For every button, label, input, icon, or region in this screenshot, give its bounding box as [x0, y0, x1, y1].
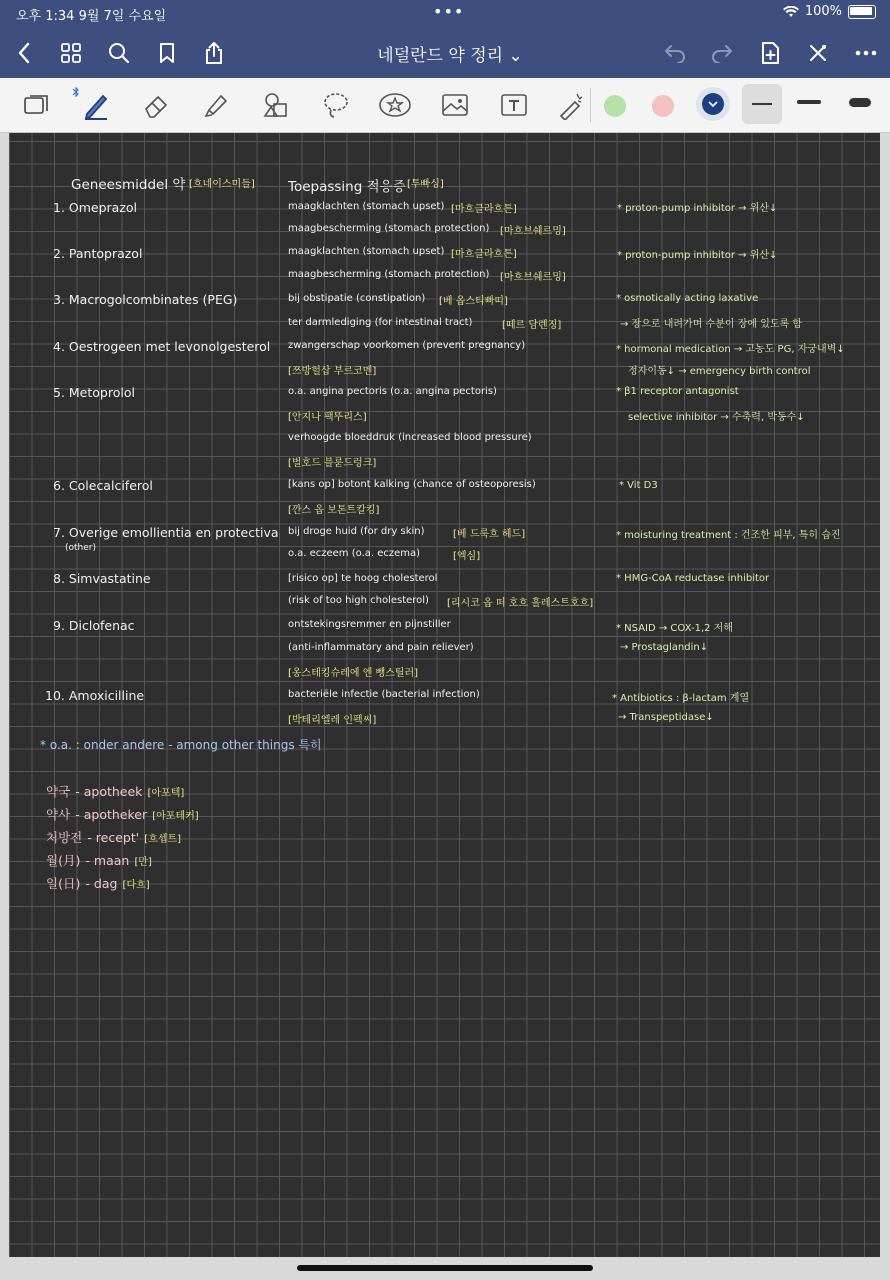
vocab-dutch: - dag [85, 876, 118, 891]
wifi-icon [783, 6, 799, 18]
side-note: * hormonal medication → 고농도 PG, 자궁내벽↓ [616, 344, 845, 355]
lasso-tool-icon[interactable] [317, 86, 355, 124]
multitasking-dots-icon[interactable]: ••• [433, 2, 465, 21]
vocab-korean: 처방전 [46, 830, 83, 845]
use-line: ontstekingsremmer en pijnstiller [288, 619, 451, 630]
use-line: o.a. angina pectoris (o.a. angina pectoris) [288, 386, 497, 397]
close-edit-icon[interactable] [803, 38, 833, 68]
use-pron: [베 드룩흐 헤드] [453, 529, 526, 540]
drug-name: 5. Metoprolol [53, 385, 135, 400]
eraser-tool-icon[interactable] [137, 86, 175, 124]
header-drug: Geneesmiddel 약 [71, 177, 186, 193]
use-line: [kans op] botont kalking (chance of osteoporesis) [288, 479, 536, 490]
use-pron: [깐스 옵 보톤트칼킹] [288, 505, 380, 516]
vocab-korean: 약사 [46, 807, 71, 822]
drug-name: 8. Simvastatine [53, 571, 151, 586]
shapes-tool-icon[interactable] [257, 86, 295, 124]
side-note: * Vit D3 [619, 480, 658, 491]
vocab-dutch: - apotheker [75, 807, 148, 822]
toolbar-divider [590, 88, 591, 122]
use-line: maagklachten (stomach upset) [288, 246, 445, 257]
list-item [46, 804, 199, 823]
use-pron: [베 옵스티빠띠] [439, 296, 508, 307]
drug-name-sub: (other) [65, 543, 96, 553]
share-icon[interactable] [199, 38, 229, 68]
vocab-dutch: - apotheek [75, 784, 143, 799]
footnote: * o.a. : onder andere - among other things 특히 [40, 738, 322, 752]
drug-name: 7. Overige emollientia en protectiva [53, 525, 279, 540]
image-tool-icon[interactable] [436, 86, 474, 124]
side-note: * NSAID → COX-1,2 저해 [616, 623, 733, 634]
status-time: 오후 1:34 9월 7일 수요일 [16, 9, 167, 24]
use-pron: [안지나 팩뚜리스] [288, 412, 367, 423]
status-right [783, 4, 876, 19]
drug-name: 2. Pantoprazol [53, 246, 143, 261]
use-line: (anti-inflammatory and pain reliever) [288, 642, 474, 653]
stroke-width-medium[interactable] [797, 100, 821, 104]
drug-name: 3. Macrogolcombinates (PEG) [53, 292, 238, 307]
header-use-pron: [투빠싱] [407, 179, 444, 190]
use-line: zwangerschap voorkomen (prevent pregnancy) [288, 340, 526, 351]
header-drug-pron: [흐네이스미들] [189, 179, 255, 190]
vocab-pron: [흐셉트] [144, 834, 182, 845]
drug-name: 10. Amoxicilline [45, 688, 145, 703]
use-line: [risico op] te hoog cholesterol [288, 573, 438, 584]
use-line: maagbescherming (stomach protection) [288, 223, 490, 234]
undo-icon[interactable] [660, 38, 690, 68]
bookmark-icon[interactable] [152, 38, 182, 68]
use-pron: [리시코 옵 떠 호흐 홀레스트호흐] [447, 598, 594, 609]
vocab-pron: [아포테커] [152, 811, 199, 822]
side-note: selective inhibitor → 수축력, 박동수↓ [628, 412, 805, 423]
more-icon[interactable] [851, 38, 881, 68]
drug-name: 4. Oestrogeen met levonolgesterol [53, 339, 271, 354]
highlighter-tool-icon[interactable] [197, 86, 235, 124]
use-pron: [박테리엘레 인펙씨] [288, 715, 377, 726]
side-note: * Antibiotics : β-lactam 계열 [612, 693, 750, 704]
side-note: * β1 receptor antagonist [616, 386, 739, 397]
vocab-korean: 일(日) [46, 876, 81, 891]
elements-sticker-icon[interactable] [376, 86, 414, 124]
search-icon[interactable] [104, 38, 134, 68]
add-page-icon[interactable] [755, 38, 785, 68]
chevron-down-icon [702, 93, 724, 115]
vocab-pron: [다흐] [122, 880, 150, 891]
read-only-mode-icon[interactable] [17, 86, 55, 124]
side-note: * moisturing treatment : 건조한 피부, 특히 습진 [616, 530, 841, 541]
drug-name: 9. Diclofenac [53, 618, 135, 633]
use-pron: [벌호드 블룯드렁크] [288, 458, 377, 469]
use-line: bij obstipatie (constipation) [288, 293, 426, 304]
vocab-dutch: - recept' [87, 830, 140, 845]
use-line: (risk of too high cholesterol) [288, 595, 429, 606]
redo-icon[interactable] [707, 38, 737, 68]
note-canvas[interactable] [9, 133, 880, 1257]
use-pron: [옹스테킹슈레에 엔 뺑스틸러] [288, 668, 419, 679]
list-item [46, 781, 184, 800]
list-item [46, 873, 150, 892]
color-swatch-pink[interactable] [652, 95, 674, 117]
back-icon[interactable] [9, 38, 39, 68]
document-title-menu[interactable]: 네덜란드 약 정리 ⌄ [377, 46, 523, 66]
use-pron: [마흐브쉐르밍] [500, 272, 566, 283]
vocab-dutch: - maan [85, 853, 130, 868]
use-pron: [마흐클라흐튼] [451, 249, 517, 260]
nav-bar [0, 28, 890, 78]
use-line: bij droge huid (for dry skin) [288, 526, 425, 537]
drug-name: 1. Omeprazol [53, 200, 138, 215]
stroke-width-thin-selected[interactable] [742, 84, 782, 124]
use-line: ter darmlediging (for intestinal tract) [288, 317, 473, 328]
use-pron: [떼르 담렌징] [502, 320, 562, 331]
list-item [46, 827, 181, 846]
status-bar [0, 0, 890, 28]
use-line: o.a. eczeem (o.a. eczema) [288, 548, 421, 559]
stroke-width-thick[interactable] [849, 98, 871, 107]
home-indicator[interactable] [297, 1265, 593, 1271]
color-swatch-navy-selected[interactable] [696, 87, 730, 121]
side-note: 정자이동↓ → emergency birth control [628, 366, 811, 377]
color-swatch-green[interactable] [604, 95, 626, 117]
vocab-pron: [아포텍] [147, 788, 185, 799]
list-item [46, 850, 152, 869]
side-note: → 장으로 내려가며 수분이 장에 있도록 함 [620, 319, 803, 330]
use-pron: [쯔방헐삽 부르코멘] [288, 366, 377, 377]
side-note: * HMG-CoA reductase inhibitor [616, 573, 770, 584]
side-note: * proton-pump inhibitor → 위산↓ [617, 250, 778, 261]
vocab-korean: 약국 [46, 784, 71, 799]
vocab-korean: 월(月) [46, 853, 81, 868]
thumbnails-grid-icon[interactable] [56, 38, 86, 68]
vocab-pron: [만] [134, 857, 152, 868]
use-line: bacteriële infectie (bacterial infection) [288, 689, 480, 700]
use-pron: [엑심] [453, 551, 481, 562]
use-line: verhoogde bloeddruk (increased blood pressure) [288, 432, 532, 443]
header-use: Toepassing 적응증 [288, 179, 406, 195]
side-note: → Prostaglandin↓ [620, 642, 709, 653]
use-line: maagbescherming (stomach protection) [288, 269, 490, 280]
laser-pointer-icon[interactable] [551, 86, 589, 124]
drug-name: 6. Colecalciferol [53, 478, 153, 493]
drawing-toolbar [0, 78, 890, 133]
side-note: * osmotically acting laxative [616, 293, 759, 304]
use-pron: [마흐클라흐튼] [451, 204, 517, 215]
side-note: → Transpeptidase↓ [618, 712, 714, 723]
side-note: * proton-pump inhibitor → 위산↓ [617, 203, 778, 214]
pen-tool-icon[interactable] [77, 86, 115, 124]
use-line: maagklachten (stomach upset) [288, 201, 445, 212]
battery-percent: 100% [804, 4, 842, 19]
text-tool-icon[interactable] [495, 86, 533, 124]
battery-icon [848, 5, 876, 19]
use-pron: [마흐브쉐르밍] [500, 226, 566, 237]
